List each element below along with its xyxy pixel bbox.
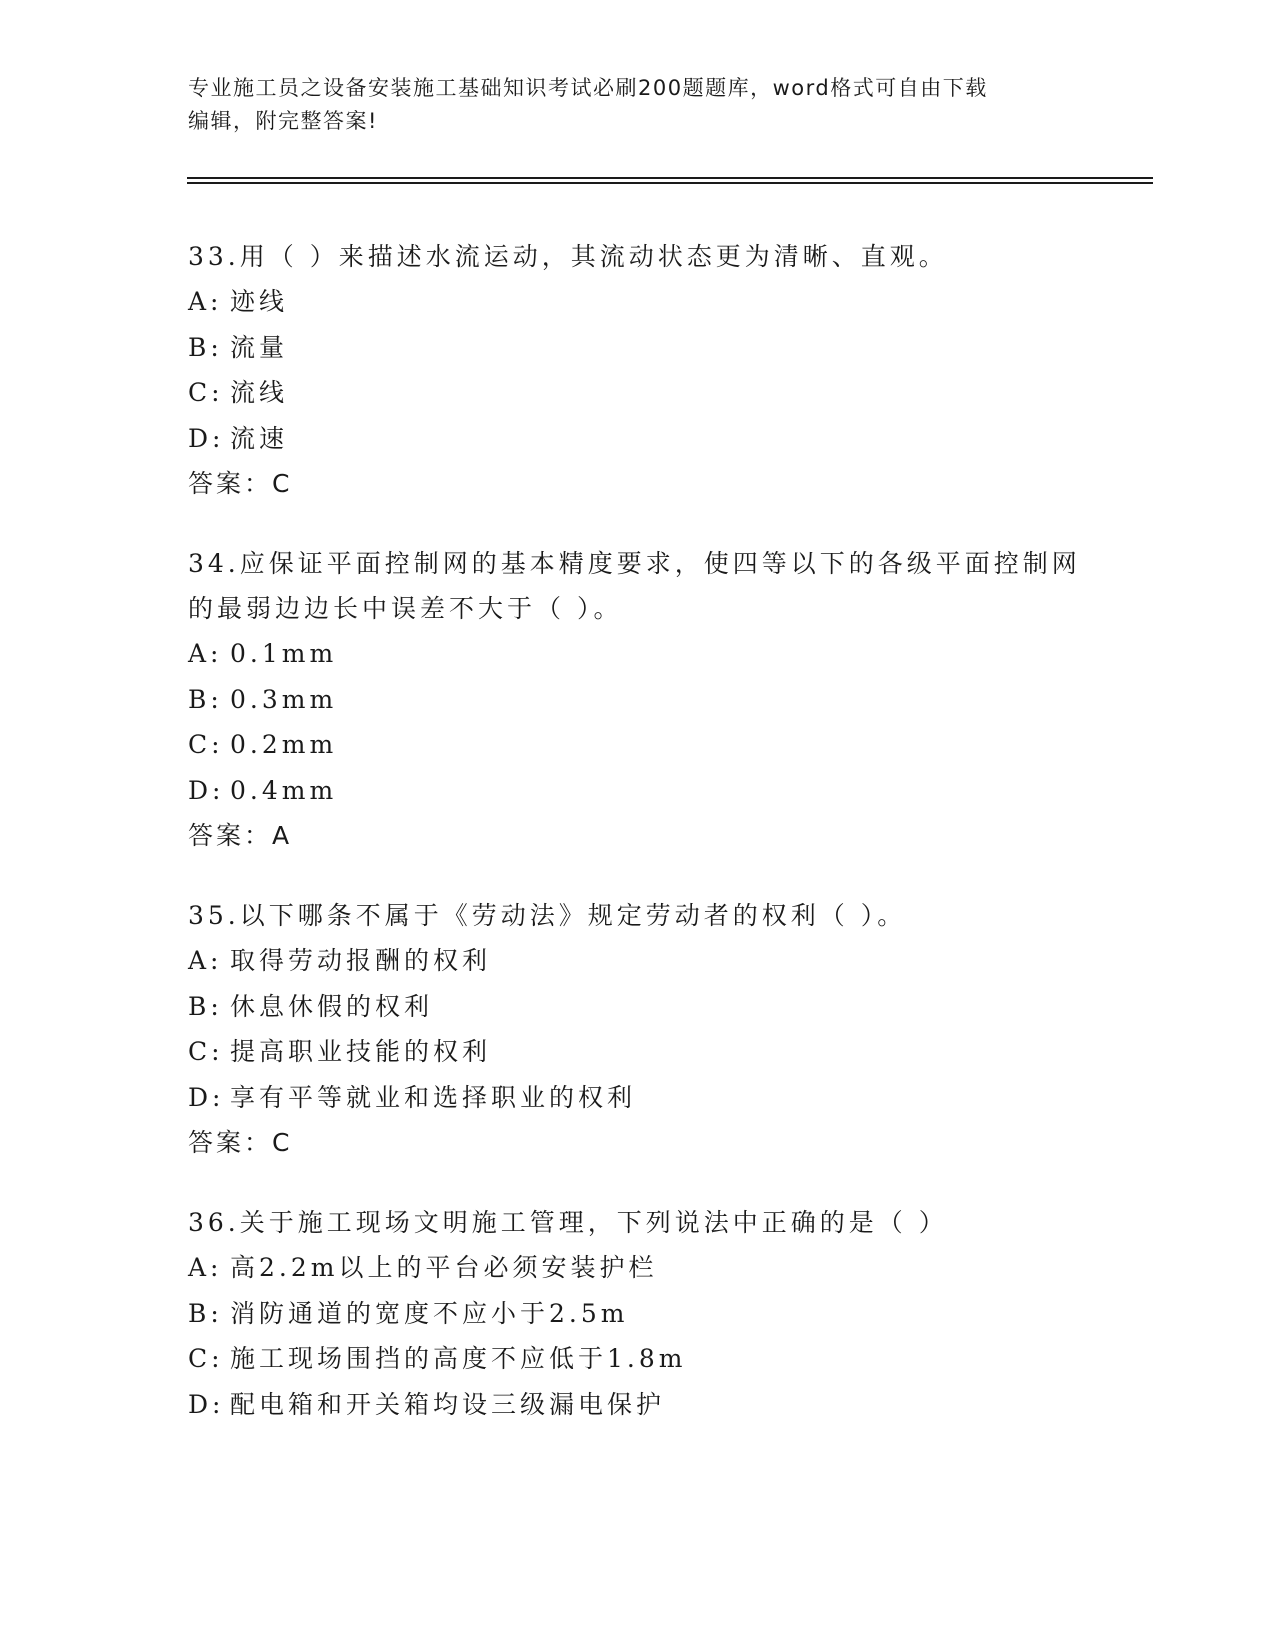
option-letter: D: xyxy=(188,1389,225,1419)
option-text: 0.4mm xyxy=(230,775,338,805)
option-d xyxy=(188,768,1088,814)
option-letter: D: xyxy=(188,775,225,805)
question-36 xyxy=(188,1200,1088,1427)
option-b xyxy=(188,984,1088,1030)
header-divider-bottom xyxy=(187,182,1153,184)
option-letter: A: xyxy=(188,639,223,668)
option-c xyxy=(188,370,1088,416)
option-text: 取得劳动报酬的权利 xyxy=(230,946,492,975)
option-letter: B: xyxy=(188,684,223,714)
option-a xyxy=(188,279,1088,325)
option-text: 流量 xyxy=(230,332,289,362)
option-text: 迹线 xyxy=(230,287,289,316)
question-34 xyxy=(188,541,1088,858)
option-b xyxy=(188,325,1088,371)
option-text: 休息休假的权利 xyxy=(230,991,434,1021)
header-line-1: 专业施工员之设备安装施工基础知识考试必刷200题题库，word格式可自由下载 xyxy=(188,76,988,100)
option-c xyxy=(188,722,1088,768)
option-letter: B: xyxy=(188,332,223,362)
question-stem: 34.应保证平面控制网的基本精度要求，使四等以下的各级平面控制网的最弱边边长中误差不大于（ ）。 xyxy=(188,549,1081,623)
option-text: 流速 xyxy=(230,423,289,453)
question-35 xyxy=(188,893,1088,1165)
option-text: 0.1mm xyxy=(230,639,338,668)
option-letter: A: xyxy=(188,287,223,316)
option-text: 配电箱和开关箱均设三级漏电保护 xyxy=(230,1389,666,1419)
option-b xyxy=(188,1291,1088,1337)
option-letter: C: xyxy=(188,378,224,407)
option-c xyxy=(188,1029,1088,1075)
option-a xyxy=(188,1245,1088,1291)
option-letter: C: xyxy=(188,1037,224,1066)
answer-line: 答案：C xyxy=(188,1128,293,1157)
option-letter: C: xyxy=(188,730,224,759)
option-text: 流线 xyxy=(230,378,289,407)
document-header xyxy=(188,72,1088,138)
question-stem: 33.用（ ）来描述水流运动，其流动状态更为清晰、直观。 xyxy=(188,242,948,271)
question-stem: 35.以下哪条不属于《劳动法》规定劳动者的权利（ ）。 xyxy=(188,901,907,930)
option-text: 0.2mm xyxy=(230,730,338,759)
option-text: 0.3mm xyxy=(230,684,338,714)
option-text: 提高职业技能的权利 xyxy=(230,1037,492,1066)
option-letter: B: xyxy=(188,991,223,1021)
header-line-2: 编辑，附完整答案! xyxy=(188,109,378,133)
option-a xyxy=(188,631,1088,677)
option-text: 高2.2m以上的平台必须安装护栏 xyxy=(230,1253,658,1282)
option-text: 享有平等就业和选择职业的权利 xyxy=(230,1082,637,1112)
option-letter: D: xyxy=(188,1082,225,1112)
option-c xyxy=(188,1336,1088,1382)
option-text: 消防通道的宽度不应小于2.5m xyxy=(230,1298,629,1328)
option-text: 施工现场围挡的高度不应低于1.8m xyxy=(230,1344,687,1373)
option-d xyxy=(188,1075,1088,1121)
option-d xyxy=(188,416,1088,462)
option-letter: A: xyxy=(188,1253,223,1282)
option-a xyxy=(188,938,1088,984)
option-letter: D: xyxy=(188,423,225,453)
option-letter: A: xyxy=(188,946,223,975)
header-divider-top xyxy=(187,177,1153,179)
question-list xyxy=(188,234,1088,1462)
answer-line: 答案：C xyxy=(188,469,293,498)
question-stem: 36.关于施工现场文明施工管理，下列说法中正确的是（ ） xyxy=(188,1208,948,1237)
question-33 xyxy=(188,234,1088,506)
option-b xyxy=(188,677,1088,723)
option-d xyxy=(188,1382,1088,1428)
answer-line: 答案：A xyxy=(188,821,293,850)
option-letter: B: xyxy=(188,1298,223,1328)
option-letter: C: xyxy=(188,1344,224,1373)
